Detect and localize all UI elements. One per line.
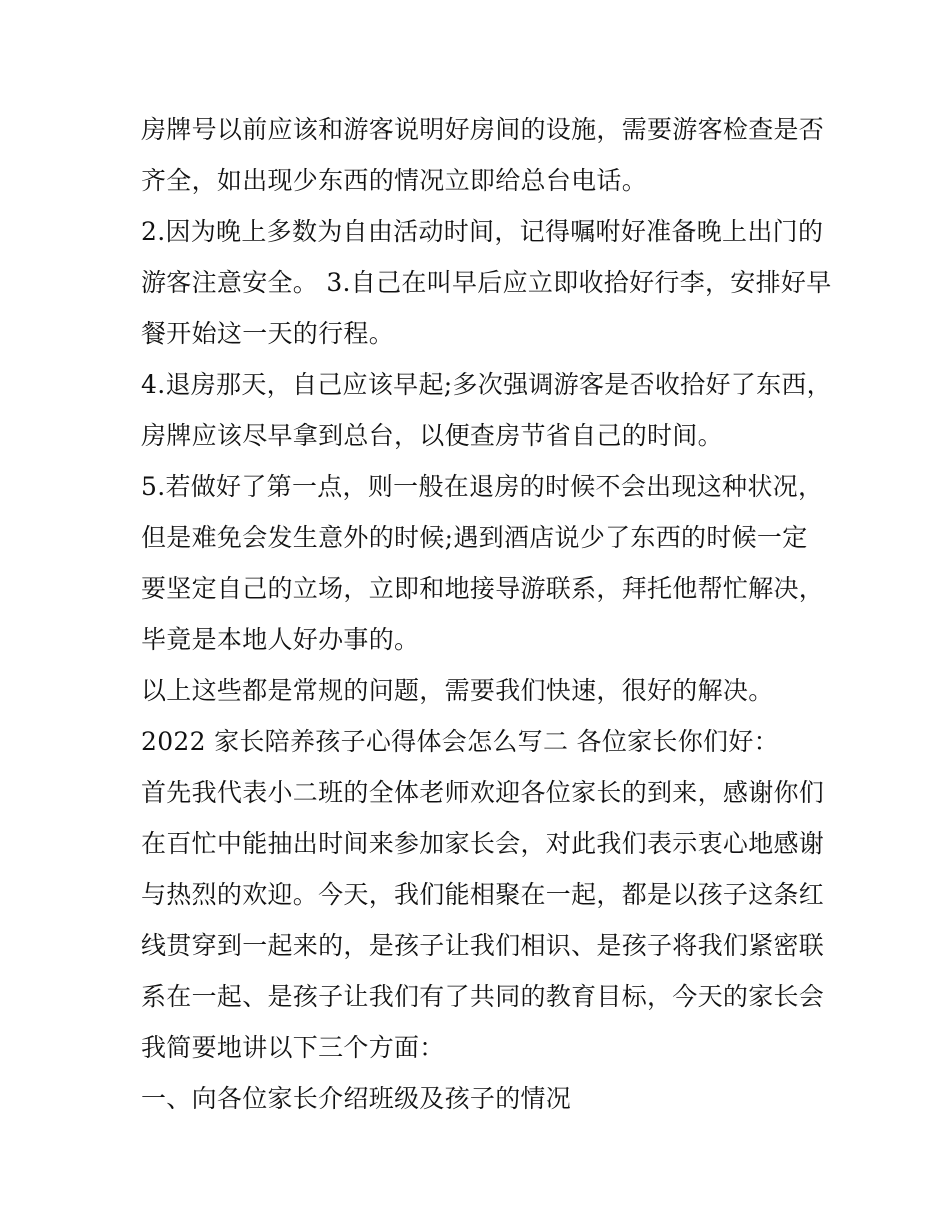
text-line: 游客注意安全。 3.自己在叫早后应立即收拾好行李，安排好早 (141, 268, 832, 297)
text-line: 以上这些都是常规的问题，需要我们快速，很好的解决。 (141, 676, 774, 705)
text-line: 我简要地讲以下三个方面： (141, 1033, 445, 1062)
text-line: 在百忙中能抽出时间来参加家长会，对此我们表示衷心地感谢 (141, 829, 825, 858)
text-line: 餐开始这一天的行程。 (141, 319, 395, 348)
text-line: 4.退房那天，自己应该早起;多次强调游客是否收拾好了东西， (141, 370, 832, 399)
text-line: 线贯穿到一起来的，是孩子让我们相识、是孩子将我们紧密联 (141, 931, 825, 960)
list-heading: 一、向各位家长介绍班级及孩子的情况 (141, 1084, 572, 1113)
text-line: 系在一起、是孩子让我们有了共同的教育目标，今天的家长会 (141, 982, 825, 1011)
text-line: 房牌号以前应该和游客说明好房间的设施，需要游客检查是否 (141, 115, 825, 144)
text-line: 齐全，如出现少东西的情况立即给总台电话。 (141, 166, 648, 195)
text-line: 但是难免会发生意外的时候;遇到酒店说少了东西的时候一定 (141, 523, 808, 552)
text-line: 与热烈的欢迎。今天，我们能相聚在一起，都是以孩子这条红 (141, 880, 825, 909)
text-line: 要坚定自己的立场，立即和地接导游联系，拜托他帮忙解决， (141, 574, 825, 603)
text-line: 房牌应该尽早拿到总台，以便查房节省自己的时间。 (141, 421, 723, 450)
text-line: 5.若做好了第一点，则一般在退房的时候不会出现这种状况， (141, 472, 824, 501)
text-line: 首先我代表小二班的全体老师欢迎各位家长的到来，感谢你们 (141, 778, 825, 807)
text-line: 毕竟是本地人好办事的。 (141, 625, 420, 654)
section-heading: 2022 家长陪养孩子心得体会怎么写二 各位家长你们好： (141, 727, 779, 756)
text-line: 2.因为晚上多数为自由活动时间，记得嘱咐好准备晚上出门的 (141, 217, 824, 246)
document-body (141, 104, 832, 1124)
